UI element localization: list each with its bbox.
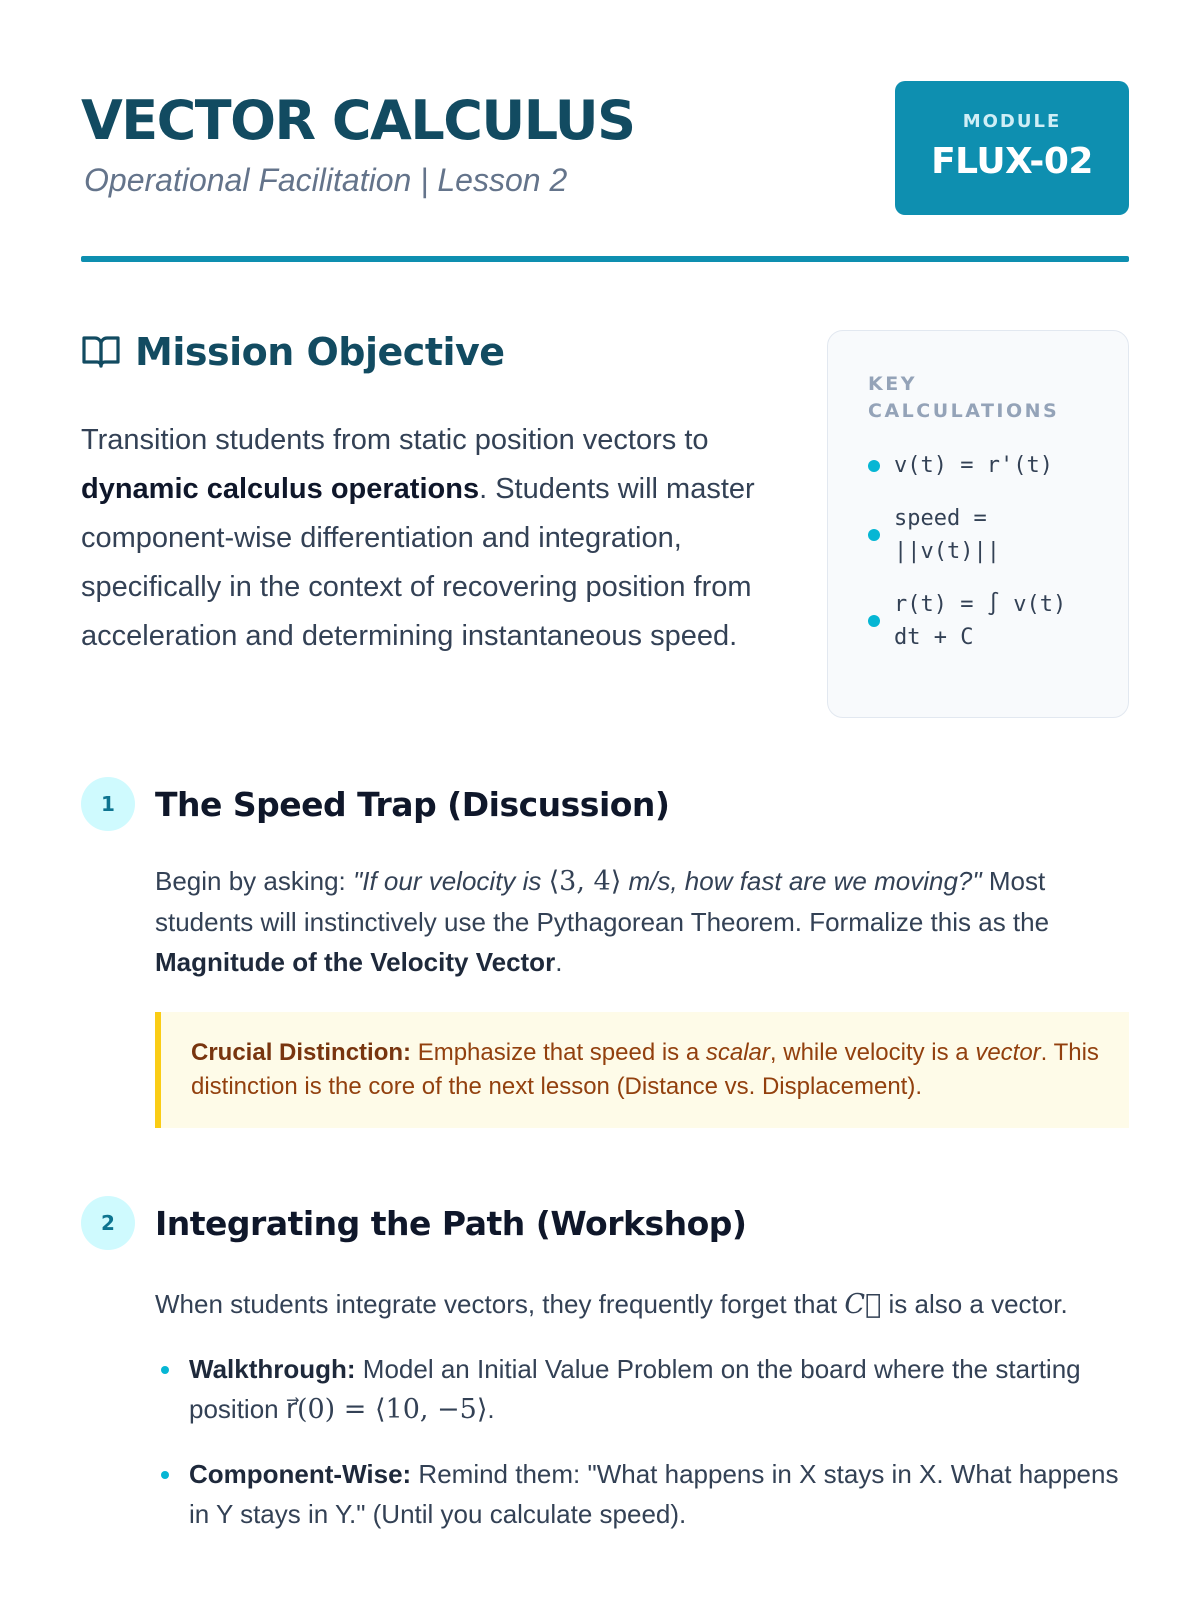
list-item: Walkthrough: Model an Initial Value Problem on the board where the starting position r⃗(0) = ⟨10, −5⟩. (155, 1349, 1129, 1430)
step-text: Begin by asking: "If our velocity is ⟨3, 4⟩ m/s, how fast are we moving?" Most students will instinctively use the Pythagorean Theorem. Formalize this as the Magnitude of the Velocity Vector. (155, 866, 1050, 977)
module-label: MODULE (962, 111, 1062, 132)
page-title: VECTOR CALCULUS (81, 89, 635, 152)
step-text: When students integrate vectors, they frequently forget that C⃗ is also a vector. (155, 1289, 1068, 1320)
step-heading (81, 1196, 1129, 1250)
step-1-section (81, 777, 1129, 1128)
step-2-section (81, 1196, 1129, 1558)
page-header (81, 80, 1129, 262)
page-subtitle: Operational Facilitation | Lesson 2 (84, 162, 568, 198)
calc-item: r(t) = ∫ v(t) dt + C (868, 588, 1104, 654)
bullet-dot-icon (868, 460, 880, 472)
objective-emphasis: dynamic calculus operations (81, 473, 480, 505)
mission-objective-section (81, 330, 761, 661)
step-title: The Speed Trap (Discussion) (155, 784, 670, 824)
bullet-dot-icon (868, 529, 880, 541)
book-open-icon (81, 334, 121, 370)
objective-text: Transition students from static position vectors to dynamic calculus operations. Students will master component-wise differentiation and integration, specifically in the context of recovering position from acceleration and determining instantaneous speed. (81, 424, 755, 652)
objective-title: Mission Objective (135, 330, 505, 374)
header-divider (81, 256, 1129, 262)
calc-item: speed = ||v(t)|| (868, 502, 1104, 568)
bullet-dot-icon (161, 1471, 169, 1479)
module-code: FLUX-02 (931, 141, 1093, 182)
bullet-dot-icon (161, 1366, 169, 1374)
module-badge (895, 81, 1129, 215)
callout-label: Crucial Distinction: (191, 1039, 412, 1066)
list-item: Component-Wise: Remind them: "What happens in X stays in X. What happens in Y stays in Y." (Until you calculate speed). (155, 1454, 1129, 1534)
key-calculations-card (827, 330, 1129, 718)
objective-heading (81, 330, 761, 374)
key-calculations-title: KEY CALCULATIONS (868, 373, 1060, 422)
step-number-badge: 2 (81, 1196, 135, 1250)
step-heading (81, 777, 1129, 831)
step-title: Integrating the Path (Workshop) (155, 1203, 747, 1243)
key-calculations-list (868, 449, 1104, 654)
calc-item: v(t) = r'(t) (868, 449, 1104, 482)
step-number-badge: 1 (81, 777, 135, 831)
bullet-dot-icon (868, 615, 880, 627)
step-bullet-list (155, 1349, 1129, 1534)
crucial-distinction-callout: Crucial Distinction: Emphasize that speed is a scalar, while velocity is a vector. This distinction is the core of the next lesson (Distance vs. Displacement). (155, 1012, 1129, 1128)
